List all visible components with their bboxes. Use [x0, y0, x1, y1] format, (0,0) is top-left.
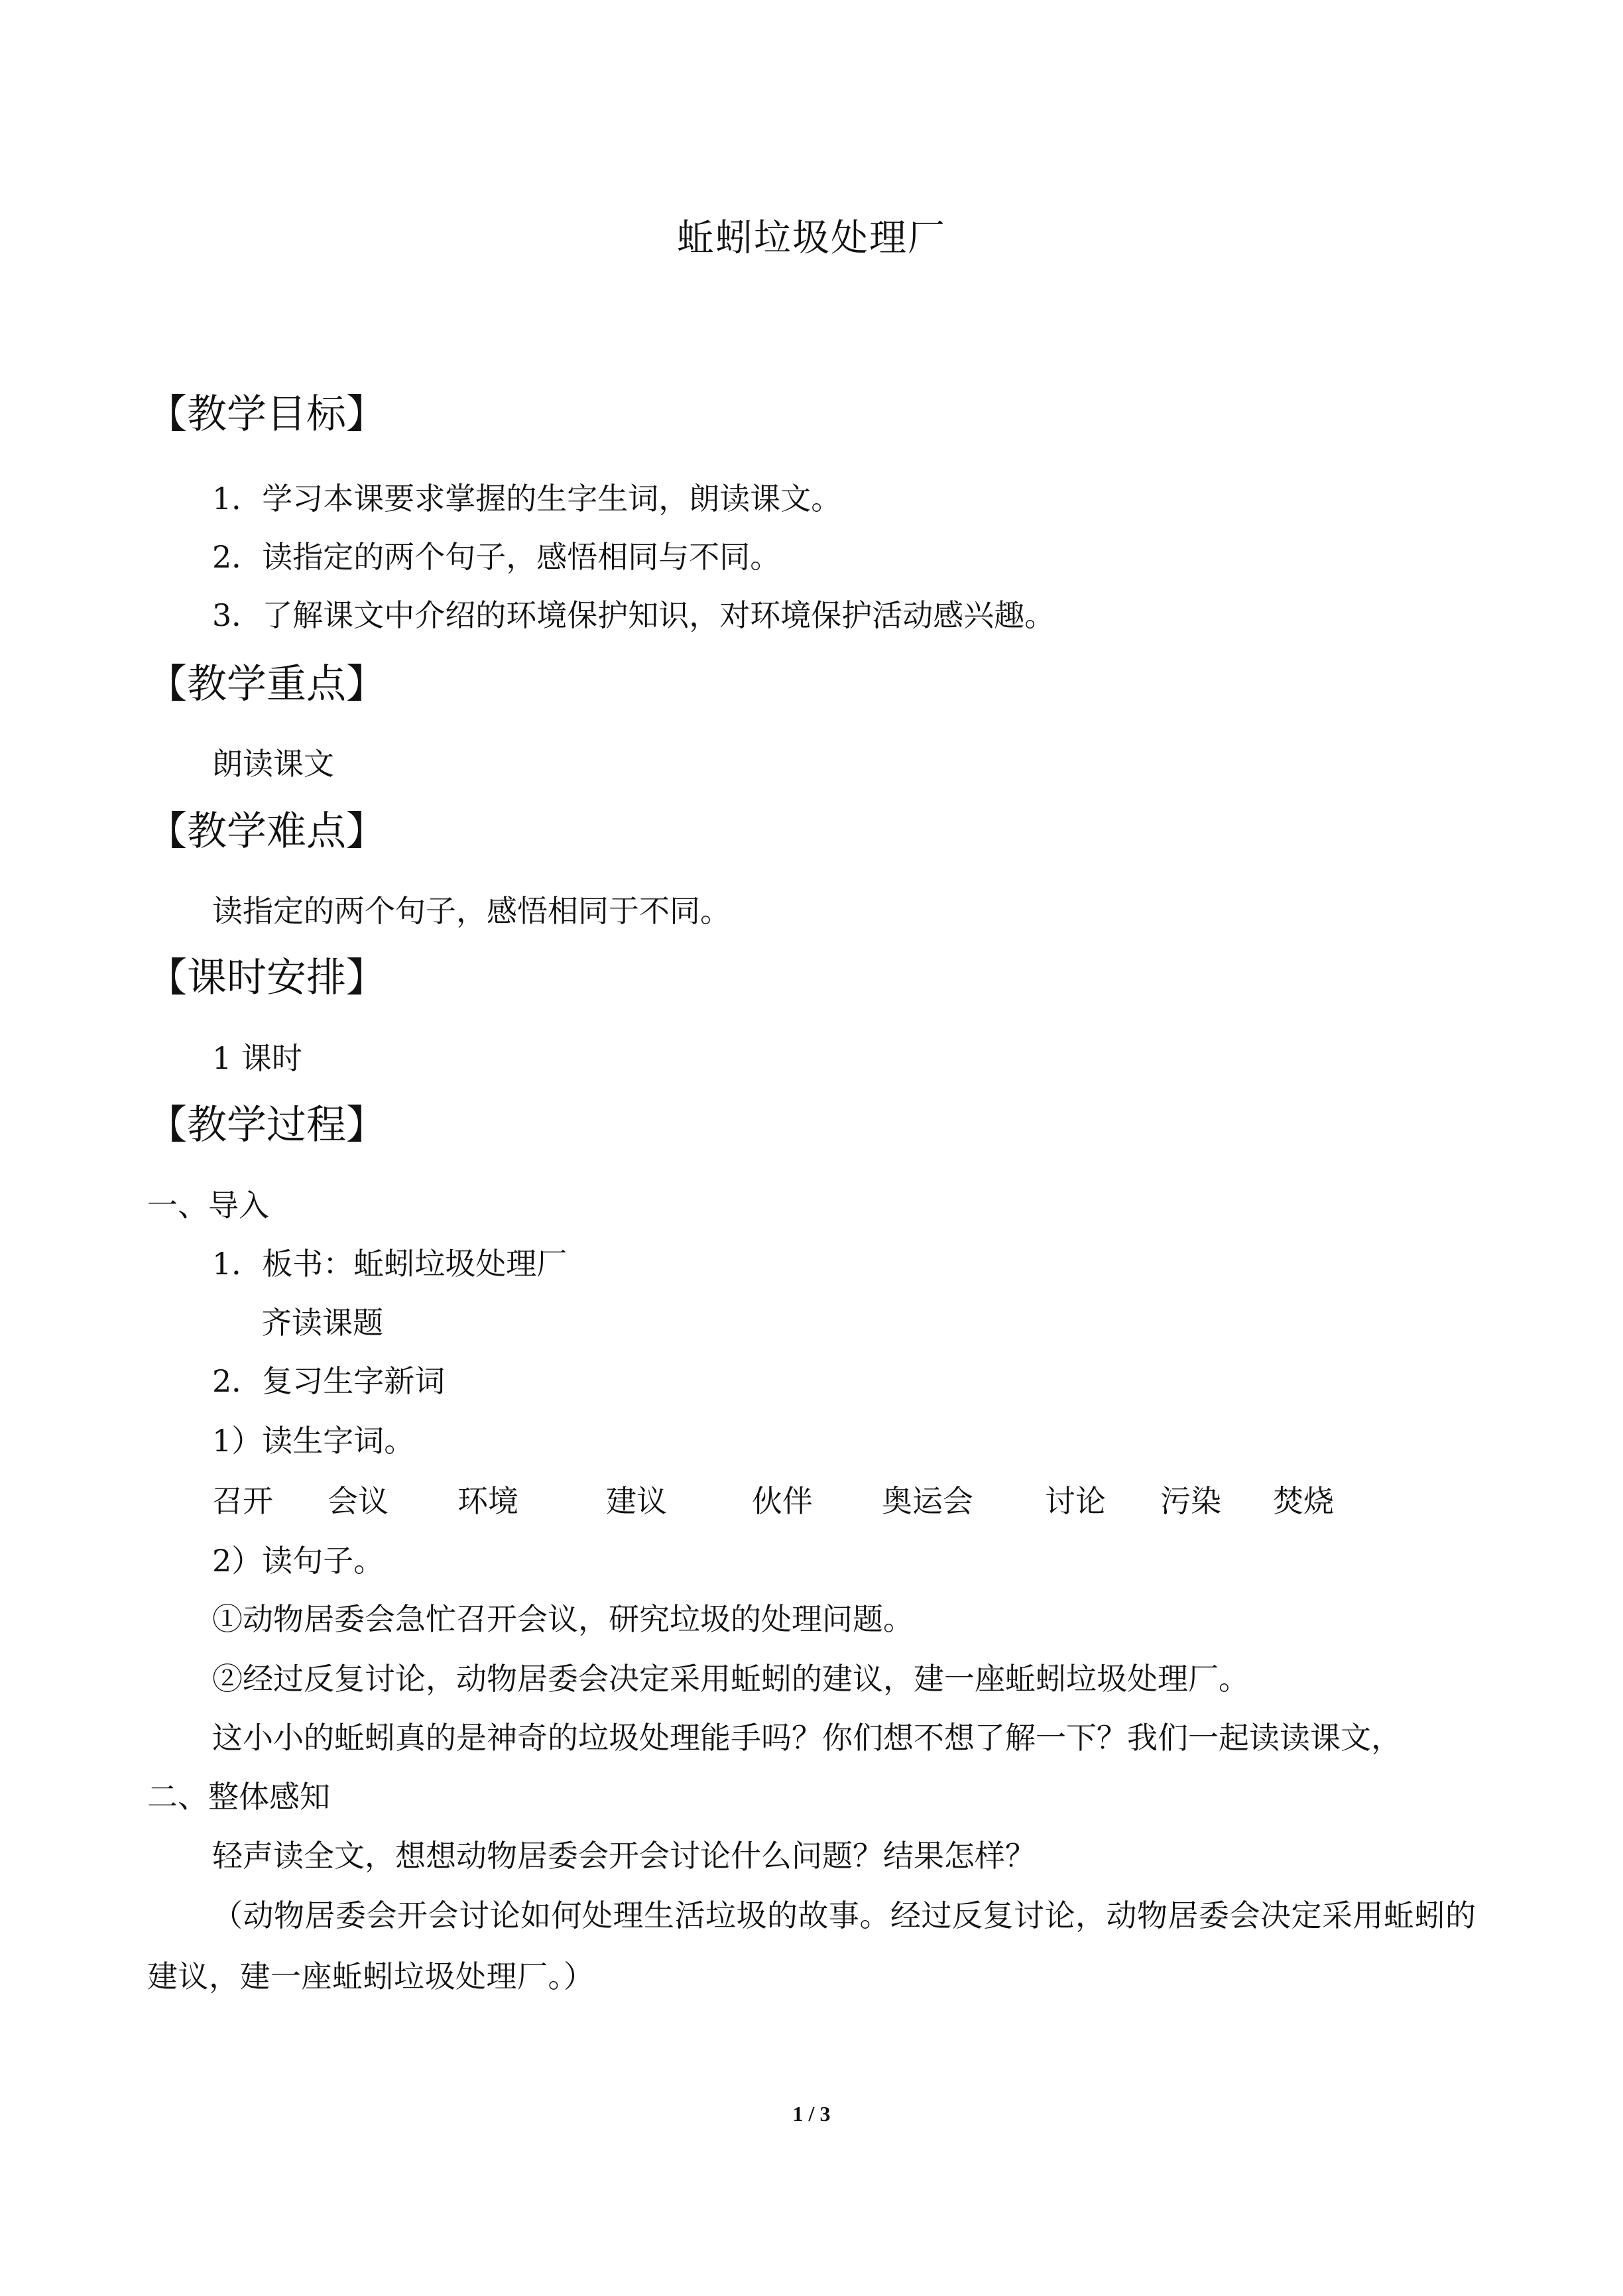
difficulties-text: 读指定的两个句子，感悟相同于不同。	[212, 893, 731, 929]
key-points-text: 朗读课文	[212, 746, 334, 782]
schedule-text: 1 课时	[212, 1040, 302, 1076]
part2-answer: （动物居委会开会讨论如何处理生活垃圾的故事。经过反复讨论，动物居委会决定采用蚯蚓的建议，建一座蚯蚓垃圾处理厂。）	[147, 1898, 1476, 1994]
key-points-heading: 【教学重点】	[147, 661, 386, 707]
vocab-word: 讨论	[1045, 1483, 1106, 1519]
sub1-text: 1）读生字词。	[212, 1423, 415, 1459]
vocab-word: 召开	[212, 1483, 273, 1519]
step2-text: 2．复习生字新词	[212, 1363, 446, 1399]
process-heading: 【教学过程】	[147, 1102, 386, 1148]
objective-item: 2．读指定的两个句子，感悟相同与不同。	[212, 539, 781, 575]
part1-label: 一、导入	[147, 1187, 269, 1223]
step1-sub-text: 齐读课题	[261, 1305, 383, 1341]
vocab-word: 奥运会	[882, 1483, 973, 1519]
vocab-word: 污染	[1160, 1483, 1221, 1519]
part2-label: 二、整体感知	[147, 1779, 330, 1815]
sentence-1: ①动物居委会急忙召开会议，研究垃圾的处理问题。	[212, 1601, 914, 1637]
objective-item: 1．学习本课要求掌握的生字生词，朗读课文。	[212, 481, 842, 516]
vocab-word: 建议	[606, 1483, 667, 1519]
objective-item: 3．了解课文中介绍的环境保护知识，对环境保护活动感兴趣。	[212, 597, 1055, 633]
vocab-word: 会议	[328, 1483, 389, 1519]
vocab-word: 环境	[457, 1483, 518, 1519]
vocab-word: 伙伴	[752, 1483, 813, 1519]
sentence-2: ②经过反复讨论，动物居委会决定采用蚯蚓的建议，建一座蚯蚓垃圾处理厂。	[212, 1661, 1249, 1697]
sub2-text: 2）读句子。	[212, 1543, 385, 1579]
part2-instruction: 轻声读全文，想想动物居委会开会讨论什么问题？结果怎样？	[212, 1838, 1036, 1874]
transition-text: 这小小的蚯蚓真的是神奇的垃圾处理能手吗？你们想不想了解一下？我们一起读读课文，	[212, 1720, 1402, 1756]
difficulties-heading: 【教学难点】	[147, 808, 386, 855]
document-title: 蚯蚓垃圾处理厂	[677, 217, 946, 260]
step1-text: 1．板书：蚯蚓垃圾处理厂	[212, 1246, 568, 1282]
vocab-word: 焚烧	[1273, 1483, 1334, 1519]
schedule-heading: 【课时安排】	[147, 955, 386, 1001]
page-number: 1 / 3	[792, 2102, 831, 2126]
objectives-heading: 【教学目标】	[147, 391, 386, 438]
